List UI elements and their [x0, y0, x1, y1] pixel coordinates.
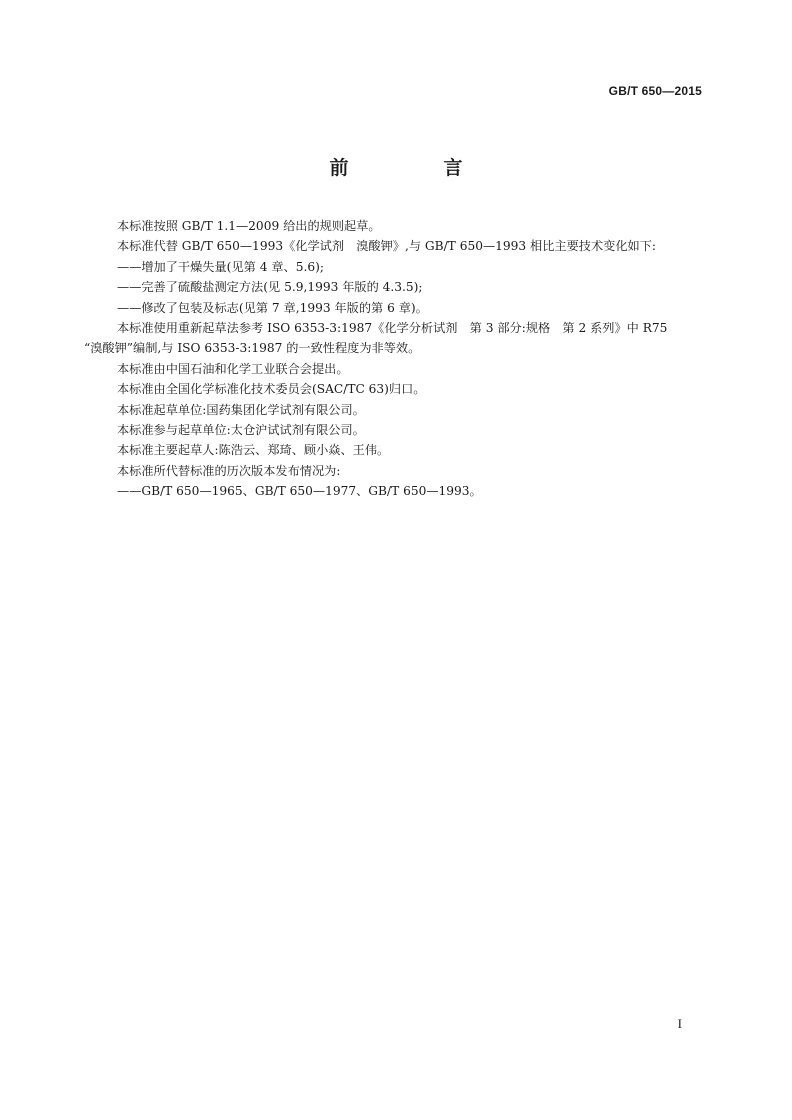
paragraph-drafting-unit: 本标准起草单位:国药集团化学试剂有限公司。 — [117, 402, 365, 417]
previous-editions-list: ——GB/T 650—1965、GB/T 650—1977、GB/T 650—1993。 — [117, 484, 482, 499]
standard-number-header: GB/T 650—2015 — [608, 84, 702, 98]
paragraph-previous-editions: 本标准所代替标准的历次版本发布情况为: — [117, 463, 341, 478]
foreword-body — [84, 216, 702, 502]
change-item-sulfate-method: ——完善了硫酸盐测定方法(见 5.9,1993 年版的 4.3.5); — [117, 280, 423, 295]
paragraph-main-drafters: 本标准主要起草人:陈浩云、郑琦、顾小焱、王伟。 — [117, 443, 390, 458]
paragraph-iso-reference-continued: “溴酸钾”编制,与 ISO 6353-3:1987 的一致性程度为非等效。 — [84, 341, 421, 356]
paragraph-participating-unit: 本标准参与起草单位:太仓沪试试剂有限公司。 — [117, 423, 365, 438]
paragraph-drafting-rules: 本标准按照 GB/T 1.1—2009 给出的规则起草。 — [117, 219, 381, 233]
change-item-packaging: ——修改了包装及标志(见第 7 章,1993 年版的第 6 章)。 — [117, 300, 428, 315]
page-number: I — [677, 1016, 682, 1031]
paragraph-proposed-by: 本标准由中国石油和化学工业联合会提出。 — [117, 361, 349, 376]
paragraph-replaces: 本标准代替 GB/T 650—1993《化学试剂 溴酸钾》,与 GB/T 650—1993 相比主要技术变化如下: — [117, 239, 657, 254]
page-title: 前 言 — [329, 157, 501, 179]
change-item-drying-loss: ——增加了干燥失量(见第 4 章、5.6); — [117, 259, 324, 274]
paragraph-under-jurisdiction: 本标准由全国化学标准化技术委员会(SAC/TC 63)归口。 — [117, 382, 426, 397]
paragraph-iso-reference: 本标准使用重新起草法参考 ISO 6353-3:1987《化学分析试剂 第 3 部分:规格 第 2 系列》中 R75 — [117, 321, 668, 336]
